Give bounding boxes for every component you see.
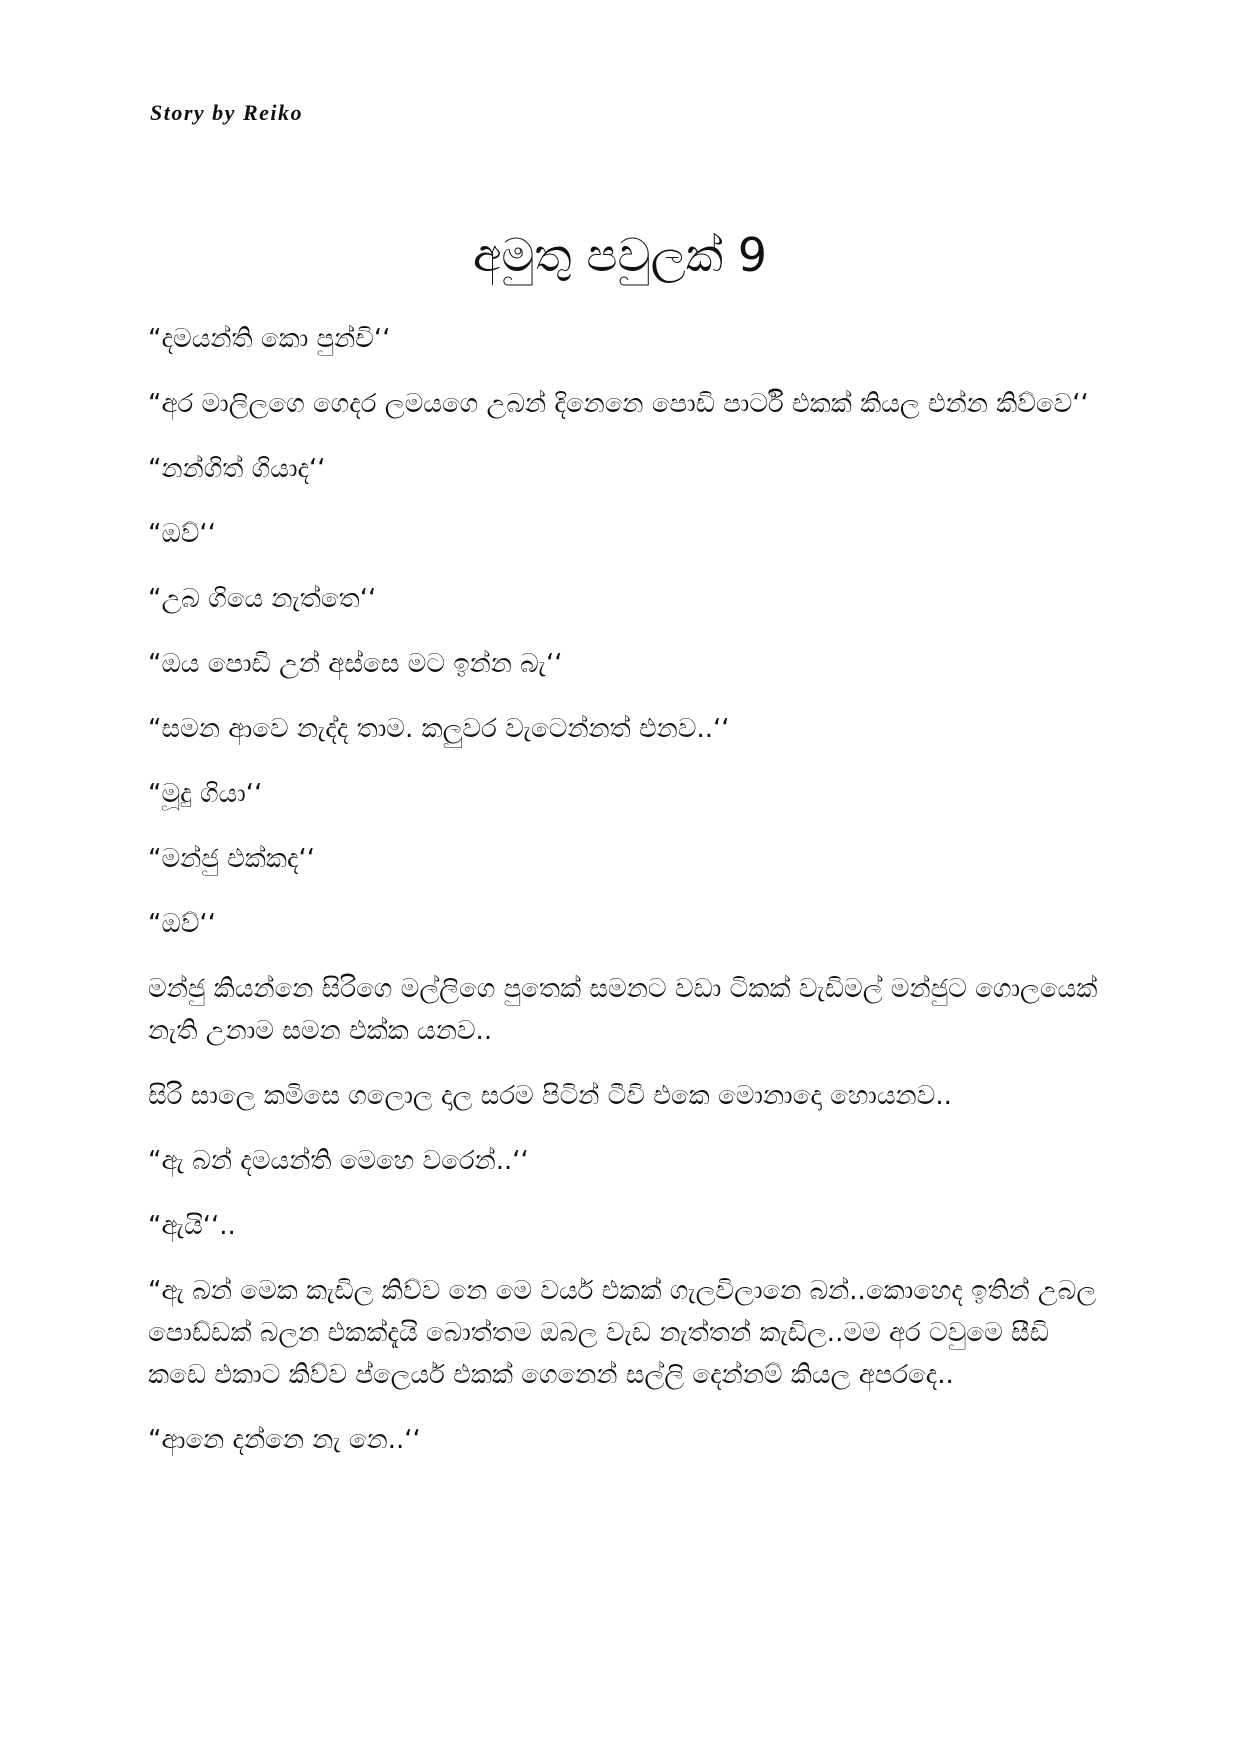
dialogue-paragraph: “ඇ බන් මෙක කැඩිල කිව්ව නෙ මෙ වයර් එකක් ගැලවිලානෙ බන්..කොහෙද ඉතින් උබල පොඩ්ඩක් බලන එකක්දැයි බොත්තම ඔබල වැඩ නැත්තන් කැඩිල..මම අර ටවුමෙ සීඩි කඩෙ එකාට කිව්ව ප්ලෙයර් එකක් ගෙනෙන් සල්ලි දෙන්නම් කියල අපරදෙ.. xyxy=(148,1276,1097,1390)
dialogue-paragraph: “සමන ආවෙ නැද්ද තාම. කලුවර වැටෙන්නත් එනව..‘‘ xyxy=(148,714,730,744)
story-title: අමුතු පවුලක් 9 xyxy=(473,228,767,282)
dialogue-paragraph: “ඇ බන් දමයන්ති මෙහෙ වරෙන්..‘‘ xyxy=(148,1146,529,1176)
dialogue-paragraph: “ඔව්‘‘ xyxy=(148,909,216,939)
narration-paragraph: සිරි සාලෙ කමිසෙ ගලොල දාල සරම පිටින් ටීවි එකෙ මොනාදො හොයනව.. xyxy=(148,1081,952,1111)
dialogue-paragraph: “උබ ගියෙ නැත්තෙ‘‘ xyxy=(148,584,377,614)
dialogue-paragraph: “මූදු ගියා‘‘ xyxy=(148,779,263,809)
dialogue-paragraph: “නන්ගිත් ගියාද‘‘ xyxy=(148,454,326,484)
dialogue-paragraph: “ඇයි‘‘.. xyxy=(148,1211,236,1241)
dialogue-paragraph: “ආනෙ දන්නෙ නැ නෙ..‘‘ xyxy=(148,1425,421,1455)
dialogue-paragraph: “අර මාලිලගෙ ගෙදර ලමයගෙ උබන් දිනෙනෙ පොඩි පාර්ටි එකක් කියල එන්න කිව්වෙ‘‘ xyxy=(148,389,1089,419)
story-body xyxy=(148,318,1108,1484)
narration-paragraph: මන්ජු කියන්නෙ සිරිගෙ මල්ලිගෙ පුතෙක් සමනට වඩා ටිකක් වැඩිමල් මන්ජුට ගොලයෙක් නැති උනාම සමන එක්ක යනව.. xyxy=(148,974,1098,1046)
dialogue-paragraph: “දමයන්ති කො පුන්චි‘‘ xyxy=(148,324,391,354)
dialogue-paragraph: “මන්ජු එක්කද‘‘ xyxy=(148,844,316,874)
dialogue-paragraph: “ඔව්‘‘ xyxy=(148,519,216,549)
dialogue-paragraph: “ඔය පොඩි උන් අස්සෙ මට ඉන්න බැ‘‘ xyxy=(148,649,563,679)
story-byline: Story by Reiko xyxy=(150,100,303,125)
